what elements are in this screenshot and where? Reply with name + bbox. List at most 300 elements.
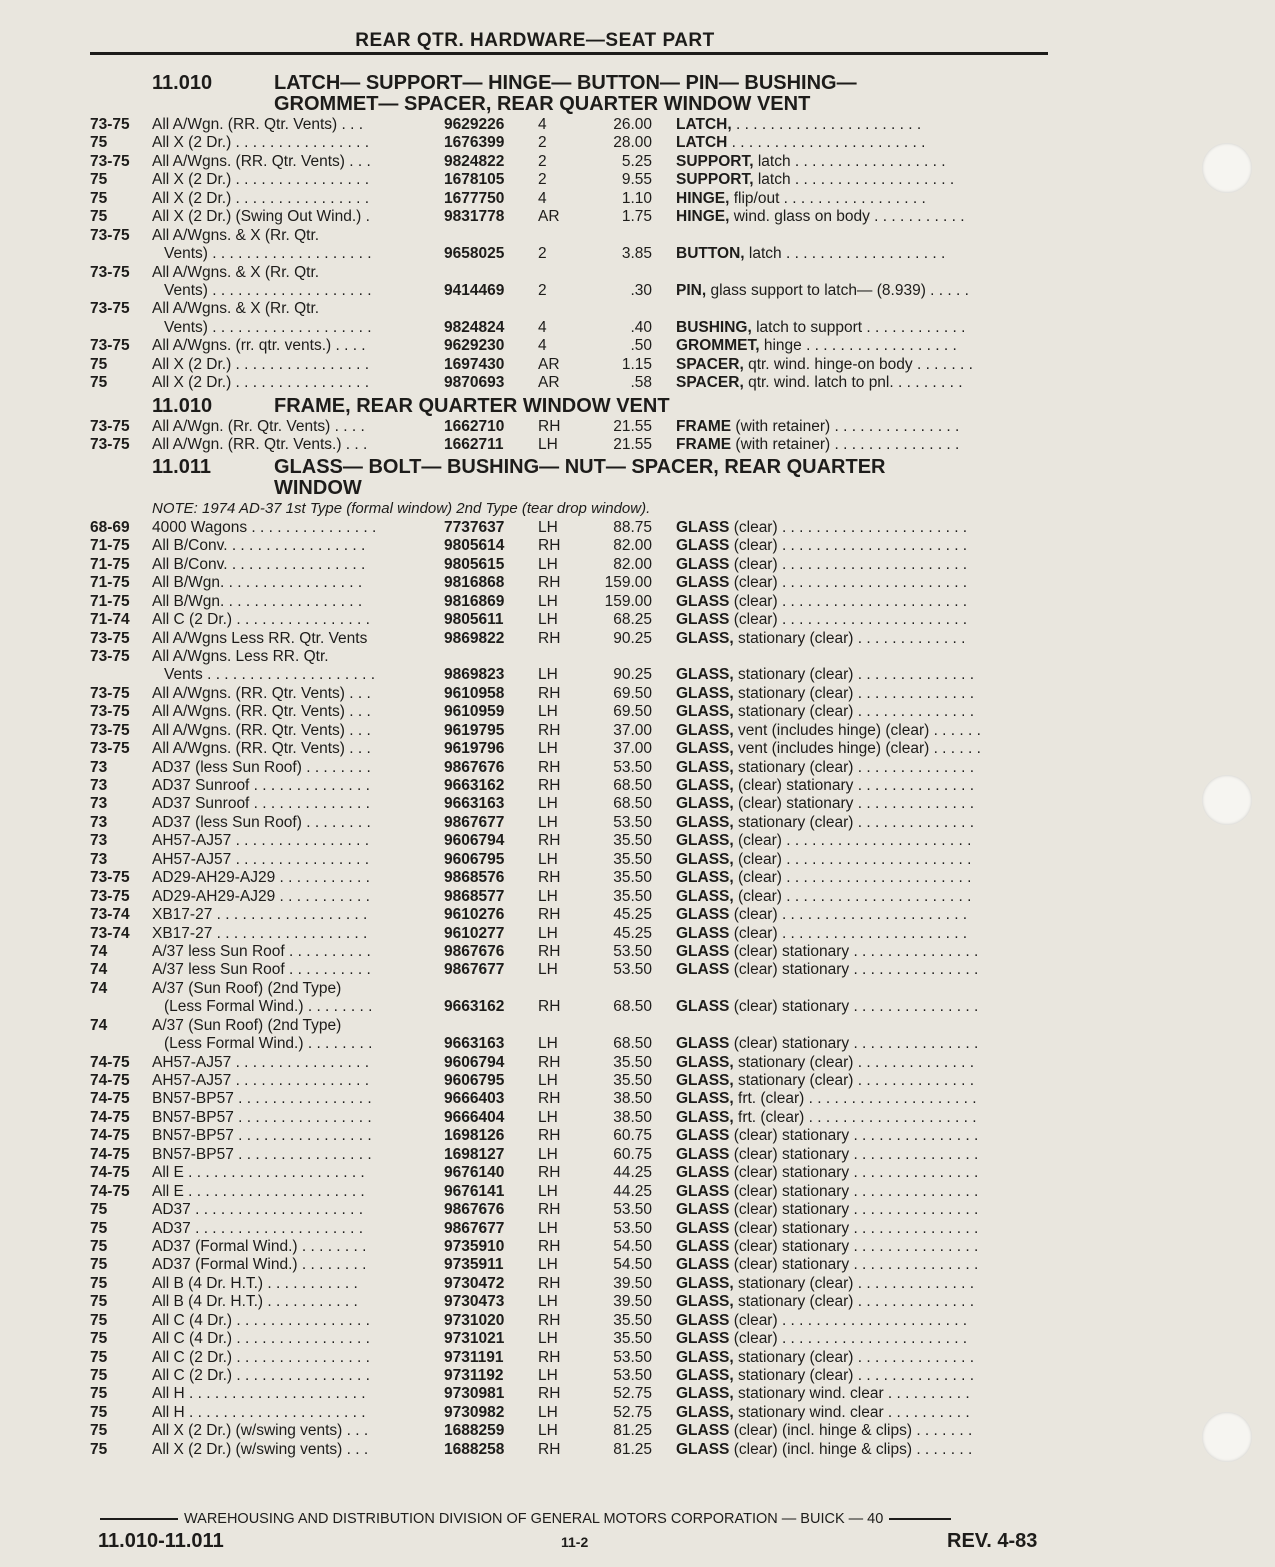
part-number: 9629230 [444,337,505,355]
model-year: 75 [90,1219,108,1237]
price: 21.55 [613,417,652,435]
model-year: 75 [90,1237,108,1255]
price: 69.50 [613,684,652,702]
part-name: GLASS, [676,1090,734,1108]
quantity: LH [538,961,558,979]
price: 69.50 [613,703,652,721]
part-detail: (clear) . . . . . . . . . . . . . . . . . . . . . . [733,869,972,887]
model-application: All X (2 Dr.) (w/swing vents) . . . [152,1440,369,1458]
part-name: GLASS, [676,1072,734,1089]
part-name: GLASS, [676,703,734,721]
price: .40 [630,318,652,336]
model-application: All X (2 Dr.) . . . . . . . . . . . . . . . . [152,171,370,189]
table-row [90,1385,1055,1403]
model-year: 74-75 [90,1127,130,1145]
quantity: LH [538,1219,558,1237]
price: 60.75 [613,1145,652,1163]
table-row [90,795,1055,813]
part-description [676,814,1046,832]
table-row [90,356,1055,374]
model-year: 71-75 [90,574,130,592]
price: 68.50 [613,777,652,794]
part-number: 9730981 [444,1385,505,1403]
table-row [90,685,1055,703]
model-year: 75 [90,1311,108,1329]
quantity: LH [538,1035,558,1053]
binder-hole [1202,775,1252,825]
part-description [676,245,1046,263]
model-application: All A/Wgn. (Rr. Qtr. Vents) . . . . [152,417,365,435]
part-name: BUSHING, [676,318,752,336]
model-application: All B/Conv. . . . . . . . . . . . . . . . . [152,555,366,573]
part-detail: (clear) . . . . . . . . . . . . . . . . . . . . . . [729,906,968,924]
quantity: LH [538,795,558,813]
part-detail: stationary (clear) . . . . . . . . . . . . . . [733,1293,975,1311]
part-name: FRAME [676,417,732,435]
model-application: All C (2 Dr.) . . . . . . . . . . . . . . . . [152,611,370,629]
table-row [90,1220,1055,1238]
quantity: RH [538,629,561,647]
part-number: 9606794 [444,832,505,850]
section-number: 11.011 [152,456,211,479]
table-row [90,906,1055,924]
model-application: XB17-27 . . . . . . . . . . . . . . . . . . [152,906,368,924]
model-year: 73-75 [90,703,130,721]
model-year: 73-75 [90,436,130,453]
price: 53.50 [613,1367,652,1384]
model-application: All X (2 Dr.) . . . . . . . . . . . . . . . . [152,189,370,207]
price: .50 [630,337,652,355]
model-year: 74-75 [90,1182,130,1200]
table-row [90,418,1055,436]
quantity: LH [538,1422,558,1440]
part-name: GLASS [676,924,730,942]
part-number: 1697430 [444,355,505,373]
part-number: 9824822 [444,152,505,170]
model-application: AH57-AJ57 . . . . . . . . . . . . . . . . [152,832,370,850]
model-year: 74 [90,942,108,960]
model-application: BN57-BP57 . . . . . . . . . . . . . . . . [152,1090,372,1108]
quantity: RH [538,1440,561,1458]
table-row [90,436,1055,454]
part-name: GLASS, [676,777,734,794]
model-application: AD29-AH29-AJ29 . . . . . . . . . . . [152,887,370,905]
part-number: 9805611 [444,611,504,629]
table-row [90,1238,1055,1256]
model-application: BN57-BP57 . . . . . . . . . . . . . . . . [152,1127,372,1145]
part-description [676,1201,1046,1219]
part-description [676,943,1046,961]
table-row [90,943,1055,961]
part-detail: (clear) . . . . . . . . . . . . . . . . . . . . . . [729,924,968,942]
quantity: LH [538,1108,558,1126]
part-number: 9610276 [444,906,505,924]
table-row [90,1367,1055,1385]
part-name: LATCH [676,134,728,152]
model-year: 75 [90,208,108,226]
quantity: RH [538,1385,561,1403]
part-description [676,537,1046,555]
section-heading [90,73,1055,93]
quantity: RH [538,1237,561,1255]
part-number: 1678105 [444,171,505,189]
price: 38.50 [613,1108,652,1126]
part-name: GLASS, [676,666,734,684]
part-name: GLASS [676,1440,730,1458]
section-title: GROMMET— SPACER, REAR QUARTER WINDOW VENT [274,93,811,115]
model-application: AD37 . . . . . . . . . . . . . . . . . . . . [152,1219,364,1237]
table-row [90,1054,1055,1072]
model-application: AH57-AJ57 . . . . . . . . . . . . . . . . [152,1072,370,1089]
model-year: 73 [90,832,108,850]
part-detail: (clear) . . . . . . . . . . . . . . . . . . . . . . [729,537,968,555]
part-description [676,1275,1046,1293]
model-application: All C (2 Dr.) . . . . . . . . . . . . . . . . [152,1348,370,1366]
part-detail: (clear) . . . . . . . . . . . . . . . . . . . . . . [733,850,972,868]
table-row [90,722,1055,740]
price: 35.50 [613,850,652,868]
model-year: 75 [90,1367,108,1384]
table-row [90,980,1055,998]
quantity: LH [538,1330,558,1348]
table-row [90,703,1055,721]
part-number: 9658025 [444,245,505,263]
part-description [676,436,1046,454]
part-detail: stationary (clear) . . . . . . . . . . . . . . [733,1274,975,1292]
table-row [90,1127,1055,1145]
quantity: LH [538,1293,558,1311]
part-number: 7737637 [444,518,505,536]
part-name: GLASS, [676,850,734,868]
part-name: GLASS [676,1164,730,1182]
model-year: 73-75 [90,417,130,435]
model-application: BN57-BP57 . . . . . . . . . . . . . . . . [152,1108,372,1126]
part-detail: stationary (clear) . . . . . . . . . . . . . . [733,758,975,776]
table-row [90,134,1055,152]
table-row [90,1256,1055,1274]
part-number: 9869823 [444,666,505,684]
model-application: AD37 (less Sun Roof) . . . . . . . . [152,813,371,831]
model-year: 71-75 [90,592,130,610]
part-detail: (clear) . . . . . . . . . . . . . . . . . . . . . . [733,887,972,905]
quantity: LH [538,592,558,610]
model-year: 75 [90,189,108,207]
model-application: AD37 Sunroof . . . . . . . . . . . . . . [152,795,370,813]
part-number: 9606795 [444,850,505,868]
part-name: GLASS, [676,1403,734,1421]
part-detail: (clear) stationary . . . . . . . . . . . . . . [733,777,975,794]
part-number: 9619795 [444,721,505,739]
part-detail: flip/out . . . . . . . . . . . . . . . . . [729,189,926,207]
table-row [90,1349,1055,1367]
price: 81.25 [613,1422,652,1440]
part-number: 9610958 [444,684,505,702]
model-application: All H . . . . . . . . . . . . . . . . . . . . . [152,1385,366,1403]
part-name: GLASS [676,1035,730,1053]
part-description [676,685,1046,703]
model-application: AD29-AH29-AJ29 . . . . . . . . . . . [152,869,370,887]
section-title: GLASS— BOLT— BUSHING— NUT— SPACER, REAR QUARTER [274,456,886,479]
table-row [90,319,1055,337]
part-description [676,703,1046,721]
model-year: 75 [90,1330,108,1348]
part-detail: stationary wind. clear . . . . . . . . . . [733,1403,970,1421]
quantity: 2 [538,245,547,263]
group-range: 11.010-11.011 [98,1530,224,1552]
price: 28.00 [613,134,652,152]
price: 90.25 [613,666,652,684]
quantity: LH [538,1145,558,1163]
part-number: 9824824 [444,318,505,336]
part-detail: stationary (clear) . . . . . . . . . . . . . . [733,1367,975,1384]
model-year: 73-75 [90,263,130,281]
part-description [676,208,1046,226]
part-name: GLASS [676,555,730,573]
table-row [90,519,1055,537]
model-year: 73-75 [90,116,130,133]
part-detail: (clear) . . . . . . . . . . . . . . . . . . . . . . [729,555,968,573]
part-description [676,666,1046,684]
quantity: RH [538,1164,561,1182]
section-title: WINDOW [274,477,362,500]
quantity: RH [538,758,561,776]
table-row [90,1201,1055,1219]
table-row [90,227,1055,245]
price: 35.50 [613,1330,652,1348]
part-number: 9867676 [444,758,505,776]
part-description [676,153,1046,171]
part-detail: (clear) stationary . . . . . . . . . . . . . . . [729,961,979,979]
quantity: LH [538,887,558,905]
part-detail: latch . . . . . . . . . . . . . . . . . . . [744,245,946,263]
price: 52.75 [613,1403,652,1421]
part-description [676,1090,1046,1108]
part-description [676,888,1046,906]
price: 68.25 [613,611,652,629]
part-name: GLASS [676,942,730,960]
table-row [90,1109,1055,1127]
table-row [90,282,1055,300]
table-row [90,1183,1055,1201]
table-row [90,814,1055,832]
table-row [90,208,1055,226]
price: 9.55 [621,171,652,189]
part-number: 9868576 [444,869,505,887]
model-year: 74 [90,979,108,997]
part-name: GLASS, [676,1108,734,1126]
part-number: 9831778 [444,208,505,226]
model-application: All E . . . . . . . . . . . . . . . . . . . . . [152,1182,365,1200]
part-number: 9676140 [444,1164,505,1182]
model-year: 74-75 [90,1053,130,1071]
part-name: GLASS, [676,795,734,813]
part-description [676,1035,1046,1053]
part-number: 9867677 [444,961,505,979]
price: 37.00 [613,740,652,758]
part-number: 9805614 [444,537,505,555]
part-description [676,998,1046,1016]
price: 53.50 [613,1201,652,1219]
part-description [676,319,1046,337]
model-application: A/37 (Sun Roof) (2nd Type) [152,1016,342,1034]
part-number: 9867676 [444,942,505,960]
part-number: 1677750 [444,189,505,207]
part-description [676,1146,1046,1164]
model-application: All A/Wgns. (RR. Qtr. Vents) . . . [152,703,371,721]
model-year: 73 [90,777,108,794]
part-detail: (with retainer) . . . . . . . . . . . . . . . [731,436,960,453]
model-application: All A/Wgns. Less RR. Qtr. [152,647,329,665]
price: 26.00 [613,116,652,133]
part-name: GLASS [676,906,730,924]
price: 44.25 [613,1164,652,1182]
model-year: 71-75 [90,555,130,573]
table-row [90,337,1055,355]
model-application: AD37 (less Sun Roof) . . . . . . . . [152,758,371,776]
part-name: GLASS [676,1182,730,1200]
part-detail: frt. (clear) . . . . . . . . . . . . . . . . . . . . [733,1108,977,1126]
part-number: 9663162 [444,998,505,1016]
quantity: 4 [538,318,547,336]
model-application: All C (2 Dr.) . . . . . . . . . . . . . . . . [152,1367,370,1384]
part-number: 9869822 [444,629,505,647]
quantity: RH [538,1311,561,1329]
part-name: GLASS, [676,1053,734,1071]
part-description [676,171,1046,189]
quantity: LH [538,555,558,573]
quantity: 4 [538,116,547,133]
part-detail: (clear) stationary . . . . . . . . . . . . . . . [729,1182,979,1200]
section-heading [90,396,1055,416]
quantity: AR [538,374,560,392]
part-detail: . . . . . . . . . . . . . . . . . . . . . . [731,116,922,133]
table-row [90,630,1055,648]
quantity: RH [538,1090,561,1108]
model-year: 73 [90,813,108,831]
part-description [676,1238,1046,1256]
model-year: 73-75 [90,721,130,739]
model-application: All X (2 Dr.) . . . . . . . . . . . . . . . . [152,134,370,152]
part-detail: wind. glass on body . . . . . . . . . . . [729,208,965,226]
model-year: 73-75 [90,647,130,665]
quantity: RH [538,869,561,887]
part-number: 9414469 [444,281,505,299]
model-year: 73-74 [90,906,130,924]
quantity: RH [538,417,561,435]
part-name: GLASS [676,1219,730,1237]
part-number: 9731191 [444,1348,504,1366]
table-row [90,300,1055,318]
part-description [676,759,1046,777]
price: 53.50 [613,1348,652,1366]
part-description [676,925,1046,943]
part-name: LATCH, [676,116,732,133]
part-description [676,869,1046,887]
part-detail: (clear) stationary . . . . . . . . . . . . . . . [729,942,979,960]
part-detail: (clear) . . . . . . . . . . . . . . . . . . . . . . [733,832,972,850]
quantity: LH [538,740,558,758]
part-description [676,1404,1046,1422]
model-year: 73 [90,795,108,813]
table-row [90,153,1055,171]
part-detail: (clear) stationary . . . . . . . . . . . . . . . [729,998,979,1016]
quantity: RH [538,998,561,1016]
price: 39.50 [613,1293,652,1311]
model-application: All A/Wgns. (RR. Qtr. Vents) . . . [152,152,371,170]
quantity: 2 [538,171,547,189]
part-name: BUTTON, [676,245,745,263]
quantity: RH [538,574,561,592]
part-description [676,574,1046,592]
price: 82.00 [613,537,652,555]
part-number: 9816868 [444,574,505,592]
part-detail: stationary (clear) . . . . . . . . . . . . . . [733,1348,975,1366]
table-row [90,998,1055,1016]
part-name: GLASS, [676,1348,734,1366]
part-description [676,356,1046,374]
table-row [90,245,1055,263]
part-detail: (clear) (incl. hinge & clips) . . . . . . . [729,1422,973,1440]
model-application: AD37 (Formal Wind.) . . . . . . . . [152,1237,367,1255]
part-number: 9731192 [444,1367,504,1384]
part-detail: stationary (clear) . . . . . . . . . . . . . . [733,813,975,831]
model-year: 71-75 [90,537,130,555]
part-description [676,851,1046,869]
quantity: RH [538,942,561,960]
part-number: 9731021 [444,1330,505,1348]
binder-hole [1202,1412,1252,1462]
part-number: 9666404 [444,1108,505,1126]
part-name: GLASS [676,1330,730,1348]
price: 45.25 [613,924,652,942]
part-name: SUPPORT, [676,152,754,170]
price: 37.00 [613,721,652,739]
part-number: 9610277 [444,924,505,942]
quantity: LH [538,1403,558,1421]
quantity: 4 [538,337,547,355]
part-detail: (clear) . . . . . . . . . . . . . . . . . . . . . . [729,1330,968,1348]
table-row [90,374,1055,392]
part-name: HINGE, [676,208,730,226]
model-year: 75 [90,1422,108,1440]
quantity: 2 [538,281,547,299]
table-row [90,777,1055,795]
part-description [676,519,1046,537]
parts-listing [90,70,1055,1459]
table-row [90,925,1055,943]
part-name: GLASS [676,592,730,610]
part-name: SUPPORT, [676,171,754,189]
part-name: GLASS [676,1422,730,1440]
model-application: 4000 Wagons . . . . . . . . . . . . . . . [152,518,377,536]
price: 21.55 [613,436,652,453]
part-number: 9735911 [444,1256,504,1274]
quantity: 2 [538,134,547,152]
model-year: 74-75 [90,1090,130,1108]
part-description [676,611,1046,629]
part-detail: stationary wind. clear . . . . . . . . . . [733,1385,970,1403]
model-year: 73-75 [90,740,130,758]
part-name: GLASS, [676,684,734,702]
model-year: 73-75 [90,887,130,905]
part-name: GLASS [676,1145,730,1163]
part-detail: (clear) . . . . . . . . . . . . . . . . . . . . . . [729,518,968,536]
quantity: AR [538,208,560,226]
table-row [90,1275,1055,1293]
part-name: GLASS, [676,740,734,758]
part-description [676,337,1046,355]
model-application: All C (4 Dr.) . . . . . . . . . . . . . . . . [152,1311,370,1329]
